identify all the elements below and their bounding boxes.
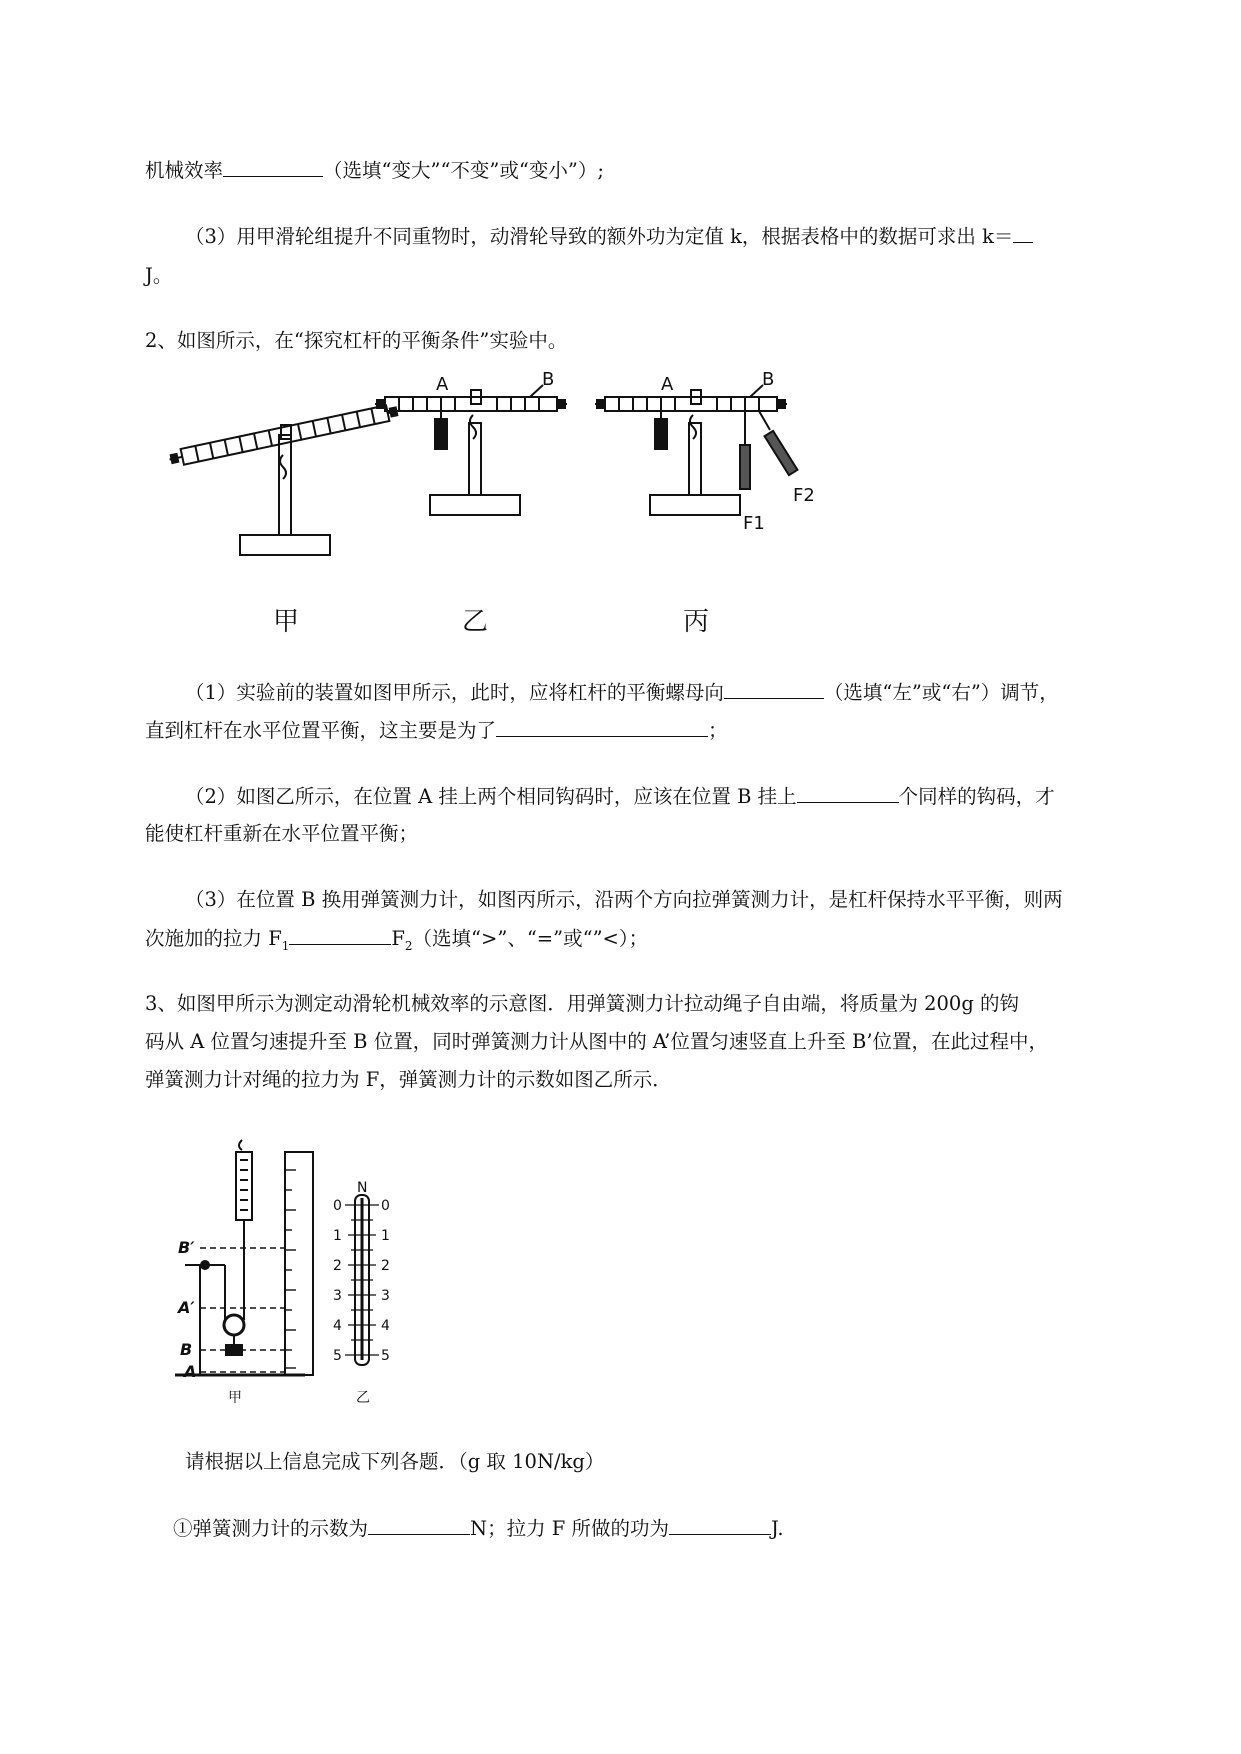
text: N；拉力 F 所做的功为 xyxy=(470,1517,670,1540)
lever-bing xyxy=(595,385,797,515)
gauge-tick: 1 xyxy=(333,1228,342,1244)
gauge-tick: 0 xyxy=(333,1198,342,1214)
lever-jia xyxy=(168,403,402,555)
q3-line2 xyxy=(145,1030,1155,1054)
text: 码从 A 位置匀速提升至 B 位置，同时弹簧测力计从图中的 A’位置匀速竖直上升至 B’位置，在此过程中， xyxy=(145,1030,1049,1053)
text: 直到杠杆在水平位置平衡，这主要是为了 xyxy=(145,719,497,742)
q2-part3 xyxy=(185,888,1155,912)
text: F xyxy=(391,927,405,950)
text: （2）如图乙所示，在位置 A 挂上两个相同钩码时，应该在位置 B 挂上 xyxy=(185,785,797,808)
gauge-tick: 2 xyxy=(333,1258,342,1274)
label-a-prime: A′ xyxy=(178,1298,195,1317)
text: （3）用甲滑轮组提升不同重物时，动滑轮导致的额外功为定值 k，根据表格中的数据可求出 k＝ xyxy=(185,225,1014,248)
gauge-tick: 0 xyxy=(381,1198,390,1214)
label-f2: F2 xyxy=(793,485,815,506)
text: 请根据以上信息完成下列各题．（g 取 10N/kg） xyxy=(185,1450,605,1473)
text: ①弹簧测力计的示数为 xyxy=(173,1517,369,1540)
label-a: A xyxy=(436,374,449,395)
caption-jia: 甲 xyxy=(273,607,300,637)
answer-blank[interactable] xyxy=(1013,224,1033,243)
q3-info xyxy=(185,1450,1155,1474)
caption-yi: 乙 xyxy=(462,607,489,637)
answer-blank[interactable] xyxy=(669,1516,771,1535)
text: 机械效率 xyxy=(145,159,224,182)
caption-bing: 丙 xyxy=(683,607,710,637)
lever-yi xyxy=(375,385,567,515)
gauge-tick: 2 xyxy=(381,1258,390,1274)
answer-blank[interactable] xyxy=(368,1516,470,1535)
lever-figure xyxy=(175,369,895,640)
subscript: 2 xyxy=(404,938,413,953)
caption-yi: 乙 xyxy=(356,1390,370,1406)
q1-part3-cont xyxy=(145,264,1155,288)
answer-blank[interactable] xyxy=(223,158,323,177)
gauge-unit: N xyxy=(357,1180,368,1196)
gauge-tick: 4 xyxy=(333,1318,342,1334)
label-a: A xyxy=(184,1362,197,1381)
q2-part2 xyxy=(185,784,1155,809)
q3-part1 xyxy=(173,1516,1153,1541)
label-a: A xyxy=(661,374,674,395)
gauge-tick: 3 xyxy=(381,1288,390,1304)
q2-part3-cont xyxy=(145,926,1155,958)
gauge-tick: 4 xyxy=(381,1318,390,1334)
text: （选填“左”或“右”）调节， xyxy=(823,681,1059,704)
pulley-figure xyxy=(170,1140,440,1410)
label-b: B xyxy=(542,369,555,390)
text: （选填“>”、“=”或“”<）； xyxy=(412,927,649,950)
q2-title xyxy=(145,329,1155,353)
q2-part1 xyxy=(185,680,1155,705)
label-b-prime: B′ xyxy=(178,1238,195,1257)
answer-blank[interactable] xyxy=(797,784,899,803)
line-efficiency xyxy=(145,158,1155,183)
caption-jia: 甲 xyxy=(228,1390,242,1406)
text: 2、如图所示，在“探究杠杆的平衡条件”实验中。 xyxy=(145,329,568,352)
label-b: B xyxy=(762,369,775,390)
text: 能使杠杆重新在水平位置平衡； xyxy=(145,822,419,845)
text: （1）实验前的装置如图甲所示，此时，应将杠杆的平衡螺母向 xyxy=(185,681,724,704)
q1-part3 xyxy=(185,224,1155,249)
text: ； xyxy=(708,719,728,742)
label-f1: F1 xyxy=(743,513,765,534)
text: （选填“变大”“不变”或“变小”）; xyxy=(323,159,604,182)
q3-line1 xyxy=(145,992,1155,1016)
text: 个同样的钩码，才 xyxy=(898,785,1055,808)
answer-blank[interactable] xyxy=(289,926,391,945)
gauge-tick: 3 xyxy=(333,1288,342,1304)
text: 次施加的拉力 F xyxy=(145,927,282,950)
text: J. xyxy=(771,1517,784,1540)
q3-line3 xyxy=(145,1068,1155,1092)
text: J。 xyxy=(145,264,173,287)
gauge-tick: 5 xyxy=(381,1348,390,1364)
q2-part2-cont xyxy=(145,822,1155,846)
label-b: B xyxy=(180,1340,193,1359)
subscript: 1 xyxy=(281,938,290,953)
answer-blank[interactable] xyxy=(496,718,708,737)
text: （3）在位置 B 换用弹簧测力计，如图丙所示，沿两个方向拉弹簧测力计，是杠杆保持水平平衡，则两 xyxy=(185,888,1063,911)
text: 3、如图甲所示为测定动滑轮机械效率的示意图．用弹簧测力计拉动绳子自由端，将质量为 200g 的钩 xyxy=(145,992,1020,1015)
q2-part1-cont xyxy=(145,718,1155,743)
answer-blank[interactable] xyxy=(724,680,824,699)
gauge-tick: 5 xyxy=(333,1348,342,1364)
text: 弹簧测力计对绳的拉力为 F，弹簧测力计的示数如图乙所示． xyxy=(145,1068,672,1091)
gauge-tick: 1 xyxy=(381,1228,390,1244)
